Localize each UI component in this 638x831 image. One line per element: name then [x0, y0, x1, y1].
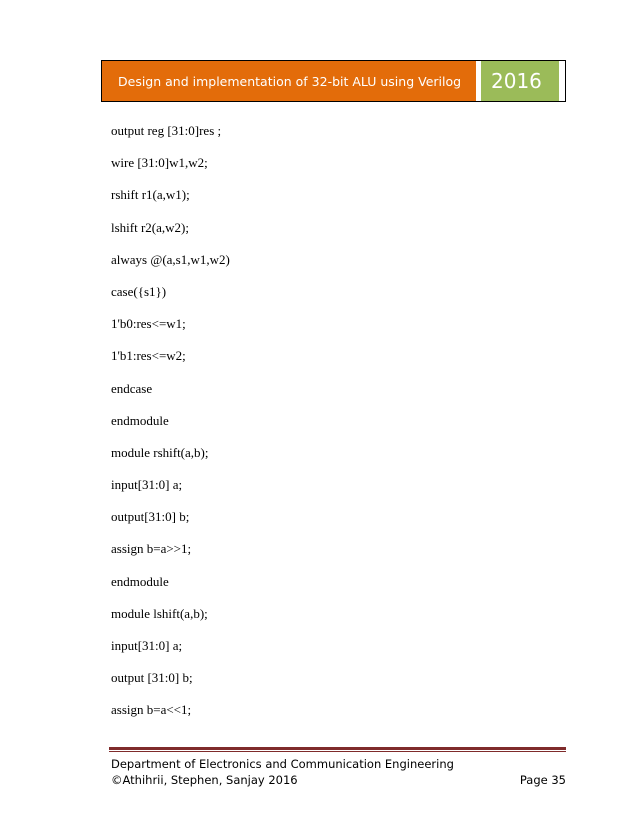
- code-line: assign b=a<<1;: [111, 702, 192, 718]
- code-line: lshift r2(a,w2);: [111, 219, 189, 235]
- document-title: Design and implementation of 32-bit ALU using Verilog: [102, 61, 476, 101]
- code-line: endcase: [111, 380, 153, 396]
- code-line: endmodule: [111, 573, 169, 589]
- footer-rule-thick: [109, 747, 566, 750]
- footer-authors: ©Athihrii, Stephen, Sanjay 2016: [111, 773, 298, 787]
- code-line: output reg [31:0]res ;: [111, 123, 222, 138]
- code-line: rshift r1(a,w1);: [111, 187, 190, 203]
- code-line: endmodule: [111, 412, 169, 428]
- page-number: Page 35: [519, 773, 566, 787]
- code-line: input[31:0] a;: [111, 477, 183, 493]
- footer-rule-thin: [109, 751, 566, 752]
- page-header: [101, 60, 566, 102]
- code-line: output [31:0] b;: [111, 670, 193, 686]
- code-line: always @(a,s1,w1,w2): [111, 251, 230, 267]
- verilog-code-listing: [111, 123, 230, 735]
- code-line: input[31:0] a;: [111, 638, 183, 653]
- code-line: assign b=a>>1;: [111, 541, 192, 557]
- code-line: output[31:0] b;: [111, 509, 190, 525]
- code-line: 1'b1:res<=w2;: [111, 348, 186, 364]
- document-year: 2016: [481, 61, 559, 101]
- code-line: module lshift(a,b);: [111, 605, 208, 621]
- header-spacer: [559, 61, 565, 101]
- footer-row: [111, 772, 566, 788]
- code-line: 1'b0:res<=w1;: [111, 316, 186, 332]
- footer-department: Department of Electronics and Communication Engineering: [111, 757, 454, 771]
- code-line: wire [31:0]w1,w2;: [111, 155, 208, 171]
- page-footer: [111, 756, 566, 788]
- code-line: module rshift(a,b);: [111, 444, 209, 460]
- code-line: case({s1}): [111, 283, 167, 299]
